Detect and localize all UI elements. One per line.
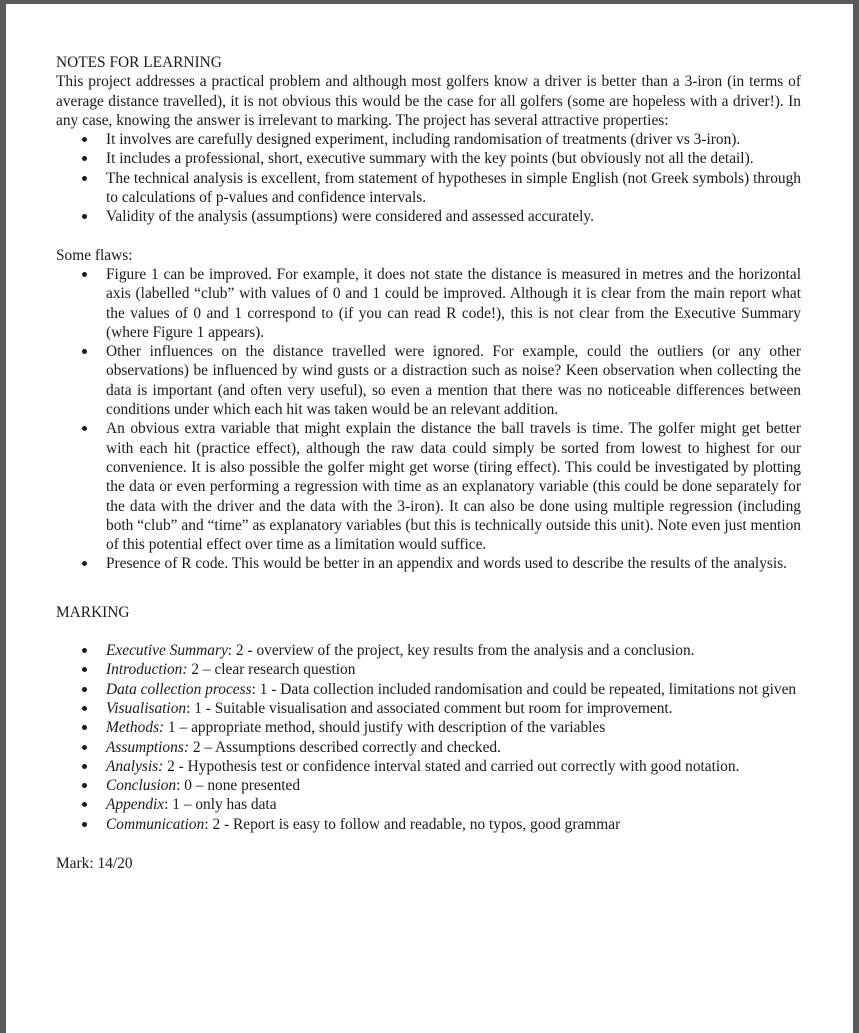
marking-item-data-collection: Data collection process: 1 - Data collection included randomisation and could be repeated, limitations not given: [106, 680, 801, 699]
list-item: The technical analysis is excellent, from statement of hypotheses in simple English (not Greek symbols) through to calculations of p-values and confidence intervals.: [106, 169, 801, 207]
list-item: An obvious extra variable that might explain the distance the ball travels is time. The golfer might get better with each hit (practice effect), although the raw data could simply be sorted from lowest to highest for our convenience. It is also possible the golfer might get worse (tiring effect). This could be investigated by plotting the data or even performing a regression with time as an explanatory variable (this could be done separately for the data with the driver and the data with the 3-iron). It can also be done using multiple regression (including both “club” and “time” as explanatory variables (but this is technically outside this unit). Note even just mention of this potential effect over time as a limitation would suffice.: [106, 420, 801, 554]
marking-label: Analysis:: [106, 757, 164, 775]
final-mark: Mark: 14/20: [56, 854, 133, 872]
list-item: Figure 1 can be improved. For example, it does not state the distance is measured in metres and the horizontal axis (labelled “club” with values of 0 and 1 could be improved. Although it is clear from the main report what the values of 0 and 1 correspond to (if you can read R code!), this is not clear from the Executive Summary (where Figure 1 appears).: [106, 265, 801, 341]
marking-text: 1 – only has data: [172, 796, 277, 814]
marking-label: Assumptions:: [106, 738, 189, 756]
marking-label: Appendix: [106, 796, 165, 814]
marking-text: 2 - Hypothesis test or confidence interval stated and carried out correctly with good notation.: [167, 757, 740, 775]
marking-item-assumptions: [106, 738, 801, 757]
marking-item-conclusion: Conclusion: 0 – none presented: [106, 776, 801, 795]
list-item: It includes a professional, short, executive summary with the key points (but obviously not all the detail).: [106, 149, 801, 168]
marking-text: 0 – none presented: [184, 777, 301, 795]
marking-label: Data collection process: [106, 680, 252, 698]
document-page: [6, 4, 853, 1033]
marking-text: 1 - Suitable visualisation and associated comment but room for improvement.: [194, 699, 673, 717]
marking-item-appendix: Appendix: 1 – only has data: [106, 795, 801, 814]
notes-intro-paragraph: This project addresses a practical problem and although most golfers know a driver is better than a 3-iron (in terms of average distance travelled), it is not obvious this would be the case for all golfers (some are hopeless with a driver!). In any case, knowing the answer is irrelevant to marking. The project has several attractive properties:: [56, 73, 801, 129]
marking-text: 1 - Data collection included randomisation and could be repeated, limitations not given: [259, 680, 797, 698]
properties-list: [56, 130, 801, 226]
flaws-heading: Some flaws:: [56, 246, 133, 264]
list-item: Other influences on the distance travelled were ignored. For example, could the outliers (or any other observations) be influenced by wind gusts or a distraction such as noise? Keen observation when collecting the data is important (and often very useful), so even a mention that there was no noticeable differences between conditions under which each hit was taken would be an relevant addition.: [106, 343, 801, 419]
list-item: Validity of the analysis (assumptions) were considered and assessed accurately.: [106, 207, 801, 226]
marking-item-communication: Communication: 2 - Report is easy to follow and readable, no typos, good grammar: [106, 815, 801, 834]
marking-text: 2 - overview of the project, key results from the analysis and a conclusion.: [235, 642, 695, 660]
marking-text: 2 - Report is easy to follow and readable, no typos, good grammar: [212, 815, 621, 833]
marking-label: Conclusion: [106, 777, 177, 795]
marking-item-introduction: [106, 660, 801, 679]
marking-item-visualisation: Visualisation: 1 - Suitable visualisation and associated comment but room for improvement.: [106, 699, 801, 718]
marking-label: Methods:: [106, 719, 165, 737]
marking-label: Visualisation: [106, 699, 187, 717]
marking-text: 2 – Assumptions described correctly and checked.: [192, 738, 501, 756]
marking-item-methods: [106, 718, 801, 737]
list-item: Presence of R code. This would be better in an appendix and words used to describe the results of the analysis.: [106, 554, 801, 573]
list-item: It involves are carefully designed experiment, including randomisation of treatments (driver vs 3-iron).: [106, 130, 801, 149]
marking-text: 2 – clear research question: [191, 661, 356, 679]
notes-heading: NOTES FOR LEARNING: [56, 54, 222, 71]
marking-label: Executive Summary: [106, 642, 228, 660]
marking-item-analysis: [106, 757, 801, 776]
marking-list: [56, 641, 801, 834]
marking-heading: MARKING: [56, 603, 130, 621]
marking-item-executive-summary: Executive Summary: 2 - overview of the project, key results from the analysis and a conclusion.: [106, 641, 801, 660]
marking-label: Introduction:: [106, 661, 188, 679]
marking-text: 1 – appropriate method, should justify with description of the variables: [168, 719, 606, 737]
flaws-list: [56, 265, 801, 574]
marking-label: Communication: [106, 815, 205, 833]
